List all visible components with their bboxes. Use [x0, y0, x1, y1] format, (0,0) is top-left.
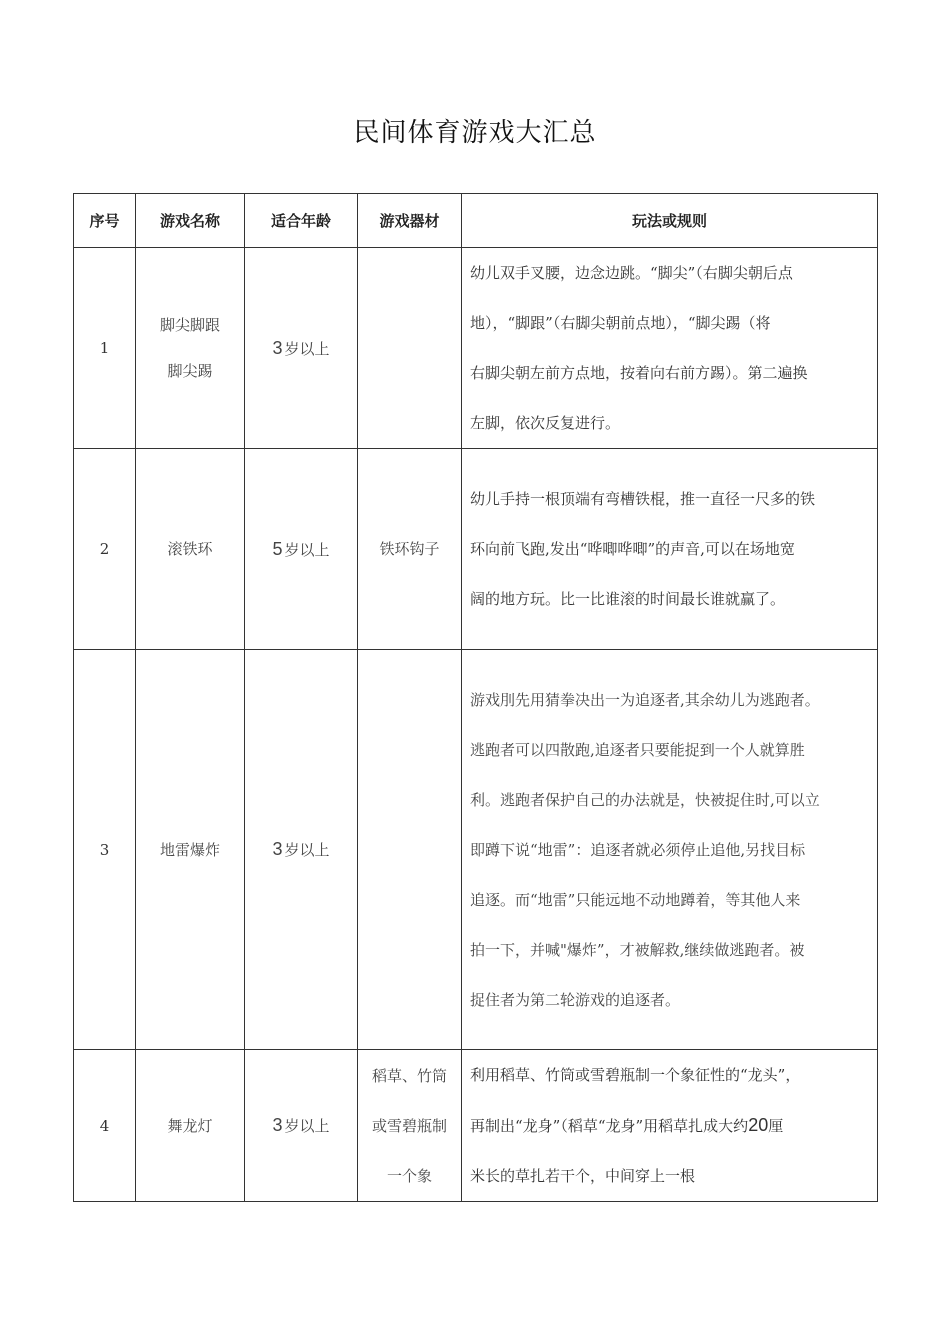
equipment-line: 铁环钩子: [379, 540, 440, 558]
age-cell: [245, 248, 358, 449]
game-name: [136, 650, 245, 1050]
header-equipment: 游戏器材: [358, 194, 462, 248]
age-text: 岁以上: [284, 1117, 330, 1135]
row-number: 1: [74, 248, 136, 449]
row-number: 2: [74, 449, 136, 650]
rule-line-text: 再制出“龙身”（稻草“龙身”用稻草扎成大约: [470, 1117, 749, 1135]
rule-line: 利。逃跑者保护自己的办法就是，快被捉住时,可以立: [470, 790, 820, 809]
equipment-line: 稻草、竹筒: [371, 1066, 447, 1085]
rule-line: 右脚尖朝左前方点地，按着向右前方踢）。第二遍换: [470, 364, 808, 382]
rules-cell: [462, 449, 878, 650]
equipment-cell: [358, 248, 462, 449]
header-number: 序号: [74, 194, 136, 248]
game-name-line: 脚尖脚跟: [159, 316, 220, 334]
age-number: 3: [272, 1115, 283, 1135]
game-name-line: 地雷爆炸: [159, 840, 220, 859]
rules-cell: [462, 248, 878, 449]
rule-line: [470, 1100, 871, 1151]
rules-cell: [462, 1050, 878, 1202]
age-number: 5: [272, 538, 283, 559]
game-name-line: 脚尖踢: [167, 362, 213, 380]
game-name: [136, 1050, 245, 1202]
table-row: [74, 449, 878, 650]
rule-line: 游戏刖先用猜拳决出一为追逐者,其余幼儿为逃跑者。: [470, 690, 820, 709]
age-number: 3: [272, 337, 283, 358]
rule-line: 左脚，依次反复进行。: [470, 414, 621, 432]
game-name: [136, 449, 245, 650]
equipment-line: 或雪碧瓶制: [371, 1116, 447, 1135]
rules-cell: [462, 650, 878, 1050]
game-name-line: 舞龙灯: [167, 1116, 213, 1135]
rule-line: 地），“脚跟”（右脚尖朝前点地），“脚尖踢（将: [470, 314, 771, 332]
header-rules: 玩法或规则: [462, 194, 878, 248]
rule-line: 幼儿双手叉腰，边念边跳。“脚尖”（右脚尖朝后点: [470, 264, 793, 282]
age-text: 岁以上: [284, 339, 330, 358]
rule-line: 阔的地方玩。比一比谁滚的时间最长谁就赢了。: [470, 590, 786, 608]
rule-line: 捉住者为第二轮游戏的追逐者。: [470, 990, 681, 1009]
rule-inline-number: 20: [748, 1115, 769, 1135]
rule-line: 逃跑者可以四散跑,追逐者只要能捉到一个人就算胜: [470, 740, 805, 759]
equipment-cell: [358, 1050, 462, 1202]
rule-line: 米长的草扎若干个，中间穿上一根: [470, 1167, 696, 1185]
rule-line: 拍一下，并喊"爆炸”，才被解救,继续做逃跑者。被: [470, 940, 805, 959]
equipment-cell: [358, 449, 462, 650]
age-text: 岁以上: [284, 540, 330, 559]
age-text: 岁以上: [284, 841, 330, 859]
equipment-cell: [358, 650, 462, 1050]
table-row: [74, 1050, 878, 1202]
table-row: [74, 248, 878, 449]
games-table: [73, 193, 878, 1202]
table-row: [74, 650, 878, 1050]
rule-line: 利用稻草、竹筒或雪碧瓶制一个象征性的“龙头”，: [470, 1066, 801, 1084]
age-cell: [245, 449, 358, 650]
rule-line: 幼儿手持一根顶端有弯槽铁棍，推一直径一尺多的铁: [470, 490, 816, 508]
rule-line: 即蹲下说“地雷”：追逐者就必须停止追他,另找目标: [470, 840, 806, 859]
header-game-name: 游戏名称: [136, 194, 245, 248]
rule-line: 追逐。而“地雷”只能远地不动地蹲着，等其他人来: [470, 890, 801, 909]
document-title: 民间体育游戏大汇总: [353, 118, 597, 148]
age-number: 3: [272, 839, 283, 859]
row-number: 3: [74, 650, 136, 1050]
table-header-row: [74, 194, 878, 248]
game-name: [136, 248, 245, 449]
age-cell: [245, 650, 358, 1050]
rule-inline-suffix: 厘: [768, 1117, 784, 1135]
rule-line: 环向前飞跑,发出“哗唧哗唧”的声音,可以在场地宽: [470, 540, 795, 558]
row-number: 4: [74, 1050, 136, 1202]
equipment-line: 一个象: [386, 1166, 432, 1185]
header-age: 适合年龄: [245, 194, 358, 248]
age-cell: [245, 1050, 358, 1202]
game-name-line: 滚铁环: [167, 540, 213, 558]
